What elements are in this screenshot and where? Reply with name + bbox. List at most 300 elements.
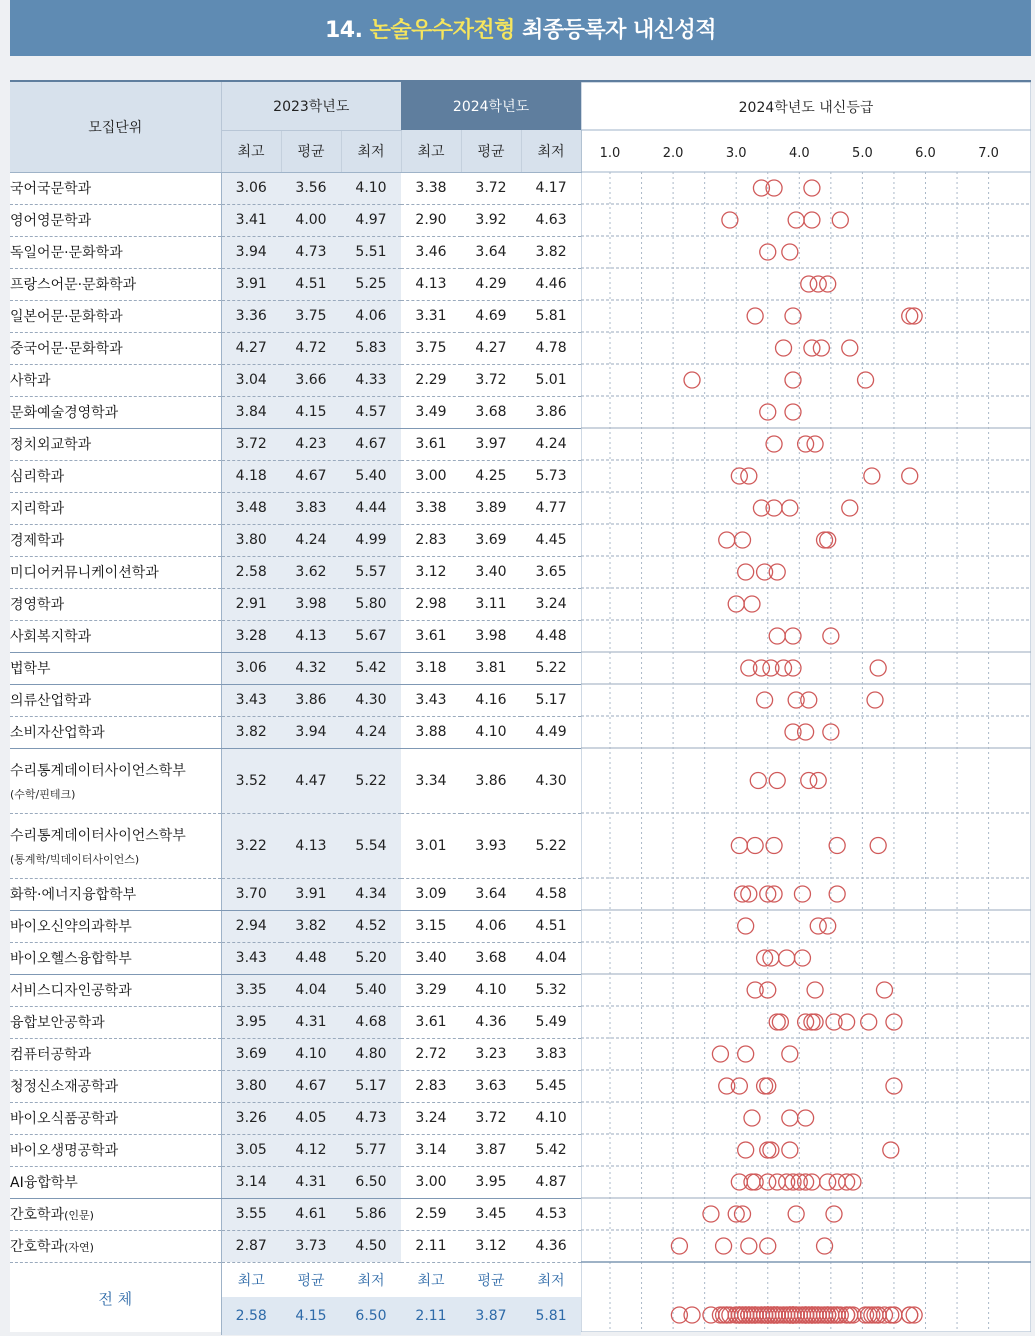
cell-avg-2024: 3.81	[461, 652, 521, 684]
cell-max-2023: 3.43	[221, 942, 281, 974]
department-label: 서비스디자인공학과	[10, 983, 132, 999]
grade-marker	[826, 1014, 842, 1030]
table-row	[10, 942, 581, 974]
header-max-2023: 최고	[221, 130, 281, 172]
grade-marker	[782, 1046, 798, 1062]
cell-min-2024: 5.32	[521, 974, 581, 1006]
grade-marker	[820, 918, 836, 934]
department-label: AI융합학부	[10, 1175, 78, 1191]
cell-max-2023: 3.95	[221, 1006, 281, 1038]
table-row	[10, 332, 581, 364]
grade-marker	[753, 500, 769, 516]
department-name	[10, 524, 221, 556]
grade-marker	[807, 982, 823, 998]
cell-max-2024: 3.34	[401, 748, 461, 813]
department-label: 문화예술경영학과	[10, 405, 119, 421]
cell-max-2024: 2.98	[401, 588, 461, 620]
table-row	[10, 1070, 581, 1102]
grade-marker	[858, 372, 874, 388]
department-name	[10, 878, 221, 910]
grade-marker	[788, 212, 804, 228]
cell-max-2024: 3.75	[401, 332, 461, 364]
department-label: 바이오신약의과학부	[10, 919, 132, 935]
cell-max-2024: 2.29	[401, 364, 461, 396]
department-name	[10, 556, 221, 588]
grade-marker	[902, 468, 918, 484]
cell-min-2024: 5.22	[521, 813, 581, 878]
department-name	[10, 1134, 221, 1166]
cell-max-2023: 3.06	[221, 652, 281, 684]
grade-marker	[757, 692, 773, 708]
cell-avg-2023: 3.98	[281, 588, 341, 620]
department-name	[10, 300, 221, 332]
cell-max-2024: 3.43	[401, 684, 461, 716]
grade-marker	[772, 1014, 788, 1030]
cell-avg-2023: 3.56	[281, 172, 341, 204]
cell-max-2024: 2.59	[401, 1198, 461, 1230]
cell-avg-2024: 3.95	[461, 1166, 521, 1198]
cell-avg-2024: 3.23	[461, 1038, 521, 1070]
cell-max-2024: 3.49	[401, 396, 461, 428]
cell-avg-2024: 3.72	[461, 172, 521, 204]
department-name	[10, 1166, 221, 1198]
department-label: 프랑스어문·문화학과	[10, 277, 137, 293]
cell-max-2023: 3.72	[221, 428, 281, 460]
grade-marker	[769, 1014, 785, 1030]
total-header-avg-2023: 평균	[297, 1272, 325, 1289]
cell-avg-2023: 3.75	[281, 300, 341, 332]
header-min-2023: 최저	[341, 130, 401, 172]
grade-marker	[839, 1014, 855, 1030]
grade-marker	[719, 1078, 735, 1094]
grade-marker	[738, 1046, 754, 1062]
cell-avg-2024: 3.87	[461, 1134, 521, 1166]
department-name	[10, 236, 221, 268]
total-header-min-2023: 최저	[357, 1272, 385, 1289]
cell-min-2023: 4.24	[341, 716, 401, 748]
grade-marker	[823, 628, 839, 644]
grade-marker	[798, 724, 814, 740]
cell-max-2024: 3.88	[401, 716, 461, 748]
table-row	[10, 748, 581, 813]
grade-table	[10, 82, 582, 1335]
total-grade-marker	[886, 1307, 902, 1323]
cell-max-2023: 3.84	[221, 396, 281, 428]
cell-min-2024: 4.58	[521, 878, 581, 910]
table-row	[10, 204, 581, 236]
cell-min-2023: 5.40	[341, 974, 401, 1006]
grade-marker	[744, 596, 760, 612]
grade-marker	[744, 1110, 760, 1126]
department-sublabel: (자연)	[64, 1241, 94, 1254]
cell-max-2024: 3.14	[401, 1134, 461, 1166]
cell-min-2024: 4.77	[521, 492, 581, 524]
cell-min-2024: 4.63	[521, 204, 581, 236]
grade-marker	[769, 564, 785, 580]
department-name	[10, 428, 221, 460]
grade-marker	[820, 532, 836, 548]
grade-marker	[801, 276, 817, 292]
cell-avg-2023: 4.12	[281, 1134, 341, 1166]
cell-max-2023: 2.58	[221, 556, 281, 588]
cell-min-2024: 4.30	[521, 748, 581, 813]
cell-max-2023: 3.41	[221, 204, 281, 236]
department-label: 수리통계데이터사이언스학부	[10, 762, 186, 779]
department-label: 심리학과	[10, 469, 65, 485]
cell-avg-2023: 3.91	[281, 878, 341, 910]
header-avg-2023: 평균	[281, 130, 341, 172]
cell-max-2024: 2.90	[401, 204, 461, 236]
header-unit: 모집단위	[10, 82, 221, 172]
cell-min-2023: 5.40	[341, 460, 401, 492]
grade-marker	[776, 660, 792, 676]
grade-marker	[864, 468, 880, 484]
department-label: 의류산업학과	[10, 693, 92, 709]
grade-marker	[731, 468, 747, 484]
total-header-avg-2024: 평균	[477, 1272, 505, 1289]
table-row	[10, 460, 581, 492]
cell-max-2024: 3.24	[401, 1102, 461, 1134]
table-row	[10, 588, 581, 620]
total-label: 전 체	[10, 1262, 221, 1335]
cell-avg-2023: 4.47	[281, 748, 341, 813]
grade-marker	[842, 500, 858, 516]
grade-marker	[817, 1238, 833, 1254]
table-row	[10, 172, 581, 204]
header-max-2024: 최고	[401, 130, 461, 172]
cell-avg-2024: 3.97	[461, 428, 521, 460]
grade-marker	[788, 692, 804, 708]
cell-avg-2024: 3.86	[461, 748, 521, 813]
department-label: 소비자산업학과	[10, 725, 105, 741]
cell-min-2024: 5.81	[521, 300, 581, 332]
cell-min-2023: 5.42	[341, 652, 401, 684]
grade-marker	[735, 532, 751, 548]
department-name	[10, 652, 221, 684]
cell-max-2024: 3.46	[401, 236, 461, 268]
department-label: 화학·에너지융합학부	[10, 887, 137, 903]
table-row	[10, 1198, 581, 1230]
table-row	[10, 878, 581, 910]
cell-avg-2024: 3.64	[461, 878, 521, 910]
cell-avg-2024: 3.11	[461, 588, 521, 620]
x-tick-label: 7.0	[978, 146, 999, 161]
grade-marker	[738, 1142, 754, 1158]
cell-min-2024: 4.04	[521, 942, 581, 974]
table-row	[10, 974, 581, 1006]
grade-marker	[757, 1078, 773, 1094]
grade-marker	[883, 1142, 899, 1158]
cell-min-2024: 3.82	[521, 236, 581, 268]
cell-avg-2024: 3.45	[461, 1198, 521, 1230]
department-label: 융합보안공학과	[10, 1015, 105, 1031]
cell-min-2023: 4.34	[341, 878, 401, 910]
cell-max-2023: 3.48	[221, 492, 281, 524]
grade-marker	[722, 212, 738, 228]
cell-min-2023: 4.97	[341, 204, 401, 236]
department-sublabel: (통계학/빅데이터사이언스)	[10, 852, 140, 866]
grade-marker	[684, 372, 700, 388]
x-tick-label: 5.0	[852, 146, 873, 161]
table-row	[10, 1006, 581, 1038]
grade-marker	[829, 886, 845, 902]
grade-marker	[757, 564, 773, 580]
cell-max-2023: 3.70	[221, 878, 281, 910]
cell-max-2023: 3.14	[221, 1166, 281, 1198]
total-grade-marker	[906, 1307, 922, 1323]
cell-min-2024: 5.42	[521, 1134, 581, 1166]
table-body	[10, 172, 581, 1262]
cell-min-2024: 3.24	[521, 588, 581, 620]
total-header-min-2024: 최저	[537, 1272, 565, 1289]
department-label: 바이오헬스융합학부	[10, 951, 132, 967]
cell-max-2024: 3.61	[401, 620, 461, 652]
cell-min-2024: 4.53	[521, 1198, 581, 1230]
cell-max-2023: 3.36	[221, 300, 281, 332]
cell-max-2024: 2.83	[401, 1070, 461, 1102]
cell-avg-2023: 4.51	[281, 268, 341, 300]
grade-marker	[712, 1046, 728, 1062]
grade-marker	[741, 468, 757, 484]
cell-min-2023: 4.68	[341, 1006, 401, 1038]
cell-min-2023: 4.80	[341, 1038, 401, 1070]
cell-avg-2024: 4.10	[461, 974, 521, 1006]
cell-avg-2024: 4.16	[461, 684, 521, 716]
department-sublabel: (수학/핀테크)	[10, 787, 76, 801]
cell-avg-2023: 4.31	[281, 1006, 341, 1038]
cell-avg-2024: 3.68	[461, 942, 521, 974]
grade-marker	[832, 212, 848, 228]
department-name	[10, 620, 221, 652]
cell-avg-2023: 4.23	[281, 428, 341, 460]
grade-marker	[731, 1174, 747, 1190]
cell-avg-2023: 4.73	[281, 236, 341, 268]
department-label: 지리학과	[10, 501, 65, 517]
department-name	[10, 332, 221, 364]
total-grade-marker	[842, 1307, 858, 1323]
department-name	[10, 396, 221, 428]
cell-min-2023: 5.54	[341, 813, 401, 878]
grade-marker	[769, 628, 785, 644]
cell-max-2024: 3.61	[401, 428, 461, 460]
total-grade-marker	[703, 1307, 719, 1323]
cell-min-2024: 4.49	[521, 716, 581, 748]
cell-min-2024: 5.45	[521, 1070, 581, 1102]
x-tick-label: 1.0	[599, 146, 621, 161]
department-name	[10, 1038, 221, 1070]
department-label: 중국어문·문화학과	[10, 341, 123, 357]
grade-dot-chart	[581, 82, 1031, 1332]
cell-min-2023: 5.17	[341, 1070, 401, 1102]
cell-avg-2024: 4.06	[461, 910, 521, 942]
grade-marker	[716, 1238, 732, 1254]
grade-marker	[876, 982, 892, 998]
cell-min-2023: 5.77	[341, 1134, 401, 1166]
cell-avg-2024: 3.63	[461, 1070, 521, 1102]
cell-avg-2023: 4.00	[281, 204, 341, 236]
total-header-row	[10, 1262, 581, 1297]
x-tick-label: 3.0	[725, 146, 747, 161]
cell-min-2024: 3.65	[521, 556, 581, 588]
cell-avg-2023: 4.72	[281, 332, 341, 364]
cell-min-2024: 4.24	[521, 428, 581, 460]
cell-avg-2023: 4.13	[281, 813, 341, 878]
grade-marker	[870, 838, 886, 854]
department-label: 경영학과	[10, 597, 65, 613]
grade-marker	[804, 340, 820, 356]
cell-avg-2023: 4.48	[281, 942, 341, 974]
cell-max-2023: 3.80	[221, 524, 281, 556]
cell-min-2024: 4.10	[521, 1102, 581, 1134]
department-label: 간호학과	[10, 1207, 65, 1223]
cell-max-2023: 3.28	[221, 620, 281, 652]
cell-max-2023: 4.18	[221, 460, 281, 492]
cell-avg-2024: 3.12	[461, 1230, 521, 1262]
table-row	[10, 716, 581, 748]
grade-marker	[766, 180, 782, 196]
cell-avg-2024: 3.69	[461, 524, 521, 556]
grade-marker	[766, 436, 782, 452]
cell-max-2023: 3.82	[221, 716, 281, 748]
grade-marker	[785, 628, 801, 644]
cell-min-2024: 4.45	[521, 524, 581, 556]
grade-marker	[766, 500, 782, 516]
table-row	[10, 1102, 581, 1134]
cell-avg-2024: 3.93	[461, 813, 521, 878]
table-row	[10, 652, 581, 684]
grade-marker	[810, 918, 826, 934]
grade-marker	[738, 918, 754, 934]
cell-min-2024: 5.17	[521, 684, 581, 716]
header-min-2024: 최저	[521, 130, 581, 172]
grade-marker	[760, 982, 776, 998]
cell-min-2023: 5.80	[341, 588, 401, 620]
cell-avg-2024: 4.29	[461, 268, 521, 300]
table-row	[10, 684, 581, 716]
department-label: 간호학과	[10, 1239, 65, 1255]
grade-marker	[753, 180, 769, 196]
department-name	[10, 813, 221, 878]
department-name	[10, 204, 221, 236]
cell-min-2023: 4.50	[341, 1230, 401, 1262]
title-rest: 최종등록자 내신성적	[522, 17, 717, 43]
grade-marker	[902, 308, 918, 324]
grade-marker	[810, 276, 826, 292]
grade-marker	[760, 1142, 776, 1158]
cell-min-2024: 5.73	[521, 460, 581, 492]
cell-min-2024: 4.17	[521, 172, 581, 204]
cell-min-2023: 4.06	[341, 300, 401, 332]
department-label: 미디어커뮤니케이션학과	[10, 565, 159, 581]
cell-min-2023: 4.10	[341, 172, 401, 204]
cell-max-2024: 3.38	[401, 492, 461, 524]
cell-avg-2024: 3.72	[461, 1102, 521, 1134]
cell-min-2023: 5.57	[341, 556, 401, 588]
grade-marker	[769, 773, 785, 789]
table-row	[10, 364, 581, 396]
grade-marker	[750, 773, 766, 789]
department-label: 바이오생명공학과	[10, 1143, 119, 1159]
x-tick-label: 4.0	[788, 146, 810, 161]
grade-marker	[671, 1238, 687, 1254]
department-name	[10, 588, 221, 620]
cell-min-2023: 4.33	[341, 364, 401, 396]
table-row	[10, 268, 581, 300]
cell-avg-2023: 3.62	[281, 556, 341, 588]
cell-max-2024: 3.12	[401, 556, 461, 588]
department-name	[10, 492, 221, 524]
grade-marker	[906, 308, 922, 324]
cell-min-2023: 5.51	[341, 236, 401, 268]
cell-avg-2023: 4.32	[281, 652, 341, 684]
cell-min-2023: 5.22	[341, 748, 401, 813]
grade-marker	[741, 660, 757, 676]
cell-max-2023: 2.91	[221, 588, 281, 620]
grade-marker	[703, 1206, 719, 1222]
cell-max-2023: 3.69	[221, 1038, 281, 1070]
cell-min-2023: 4.67	[341, 428, 401, 460]
cell-max-2024: 3.18	[401, 652, 461, 684]
cell-avg-2024: 3.92	[461, 204, 521, 236]
department-label: 국어국문학과	[10, 181, 92, 197]
title-highlight: 논술우수자전형	[369, 17, 515, 43]
grade-marker	[820, 276, 836, 292]
cell-min-2024: 5.49	[521, 1006, 581, 1038]
cell-avg-2023: 3.66	[281, 364, 341, 396]
table-row	[10, 813, 581, 878]
department-name	[10, 1102, 221, 1134]
grade-marker	[753, 660, 769, 676]
department-name	[10, 974, 221, 1006]
total-avg-2024: 3.87	[461, 1297, 521, 1335]
department-name	[10, 364, 221, 396]
grade-marker	[861, 1014, 877, 1030]
grade-marker	[788, 1206, 804, 1222]
department-name	[10, 942, 221, 974]
table-row	[10, 396, 581, 428]
cell-max-2024: 3.29	[401, 974, 461, 1006]
grade-marker	[785, 308, 801, 324]
cell-avg-2023: 4.05	[281, 1102, 341, 1134]
grade-marker	[731, 1078, 747, 1094]
cell-min-2024: 4.51	[521, 910, 581, 942]
table-row	[10, 1038, 581, 1070]
grade-marker	[741, 1238, 757, 1254]
grade-marker	[760, 1238, 776, 1254]
cell-avg-2023: 3.82	[281, 910, 341, 942]
cell-min-2024: 4.87	[521, 1166, 581, 1198]
grade-marker	[798, 1110, 814, 1126]
grade-marker	[763, 660, 779, 676]
cell-max-2023: 3.52	[221, 748, 281, 813]
department-label: 바이오식품공학과	[10, 1111, 119, 1127]
cell-min-2023: 4.73	[341, 1102, 401, 1134]
grade-marker	[747, 308, 763, 324]
grade-marker	[738, 564, 754, 580]
table-row	[10, 1166, 581, 1198]
department-name	[10, 910, 221, 942]
cell-avg-2023: 4.24	[281, 524, 341, 556]
header-avg-2024: 평균	[461, 130, 521, 172]
table-row	[10, 556, 581, 588]
title-number: 14.	[324, 17, 363, 43]
total-max-2023: 2.58	[221, 1297, 281, 1335]
grade-marker	[776, 340, 792, 356]
cell-avg-2023: 4.67	[281, 460, 341, 492]
department-name	[10, 716, 221, 748]
grade-marker	[813, 340, 829, 356]
grade-marker	[842, 340, 858, 356]
